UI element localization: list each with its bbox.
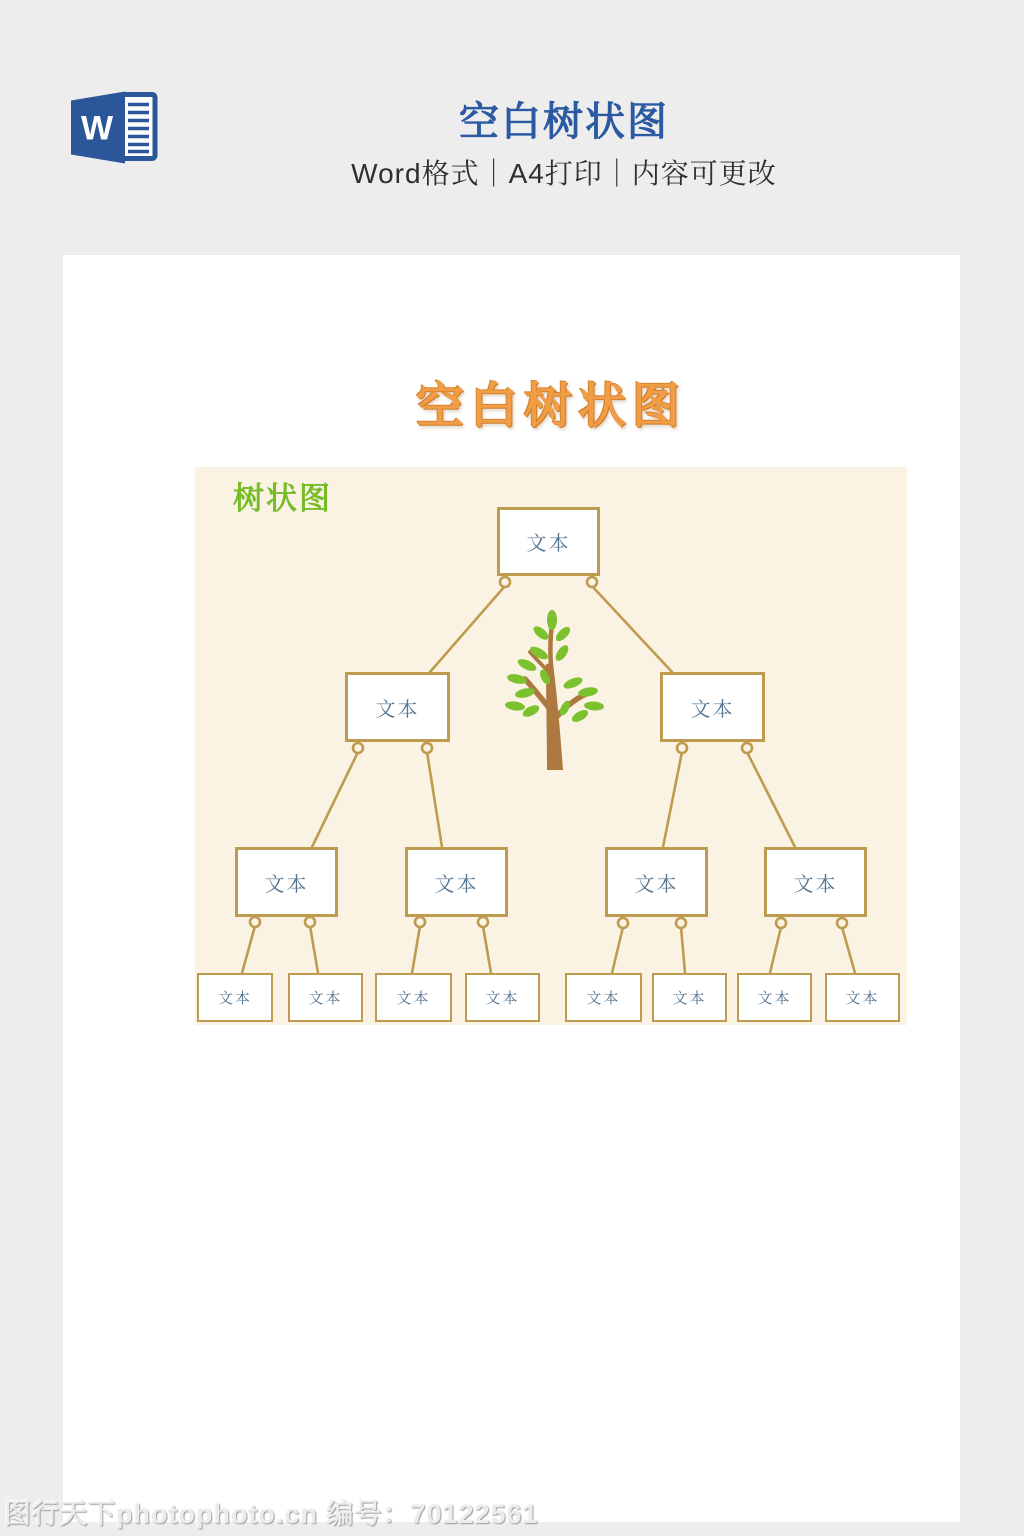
tree-node-l4-1: 文本: [197, 973, 273, 1022]
tree-node-l2-1: 文本: [345, 672, 450, 742]
tree-node-l3-4: 文本: [764, 847, 867, 917]
tree-node-l4-5: 文本: [565, 973, 642, 1022]
diagram-panel: [195, 467, 907, 1025]
tree-illustration: [504, 610, 604, 770]
tree-node-l4-6: 文本: [652, 973, 727, 1022]
tree-node-l4-7: 文本: [737, 973, 812, 1022]
tree-node-root: 文本: [497, 507, 600, 576]
watermark: 图行天下photophoto.cn 编号：70122561: [4, 1499, 539, 1529]
tree-node-l2-2: 文本: [660, 672, 765, 742]
banner-subtitle: Word格式｜A4打印｜内容可更改: [351, 158, 777, 189]
document-page: [63, 255, 960, 1522]
tree-node-l4-3: 文本: [375, 973, 452, 1022]
tree-node-l4-2: 文本: [288, 973, 363, 1022]
tree-node-l3-3: 文本: [605, 847, 708, 917]
panel-label: 树状图: [233, 481, 332, 516]
tree-node-l4-8: 文本: [825, 973, 900, 1022]
tree-node-l4-4: 文本: [465, 973, 540, 1022]
banner: [0, 0, 1024, 255]
svg-text:W: W: [80, 109, 114, 148]
banner-title: 空白树状图: [459, 100, 669, 144]
document-title: 空白树状图: [415, 380, 686, 433]
tree-node-l3-2: 文本: [405, 847, 508, 917]
tree-node-l3-1: 文本: [235, 847, 338, 917]
